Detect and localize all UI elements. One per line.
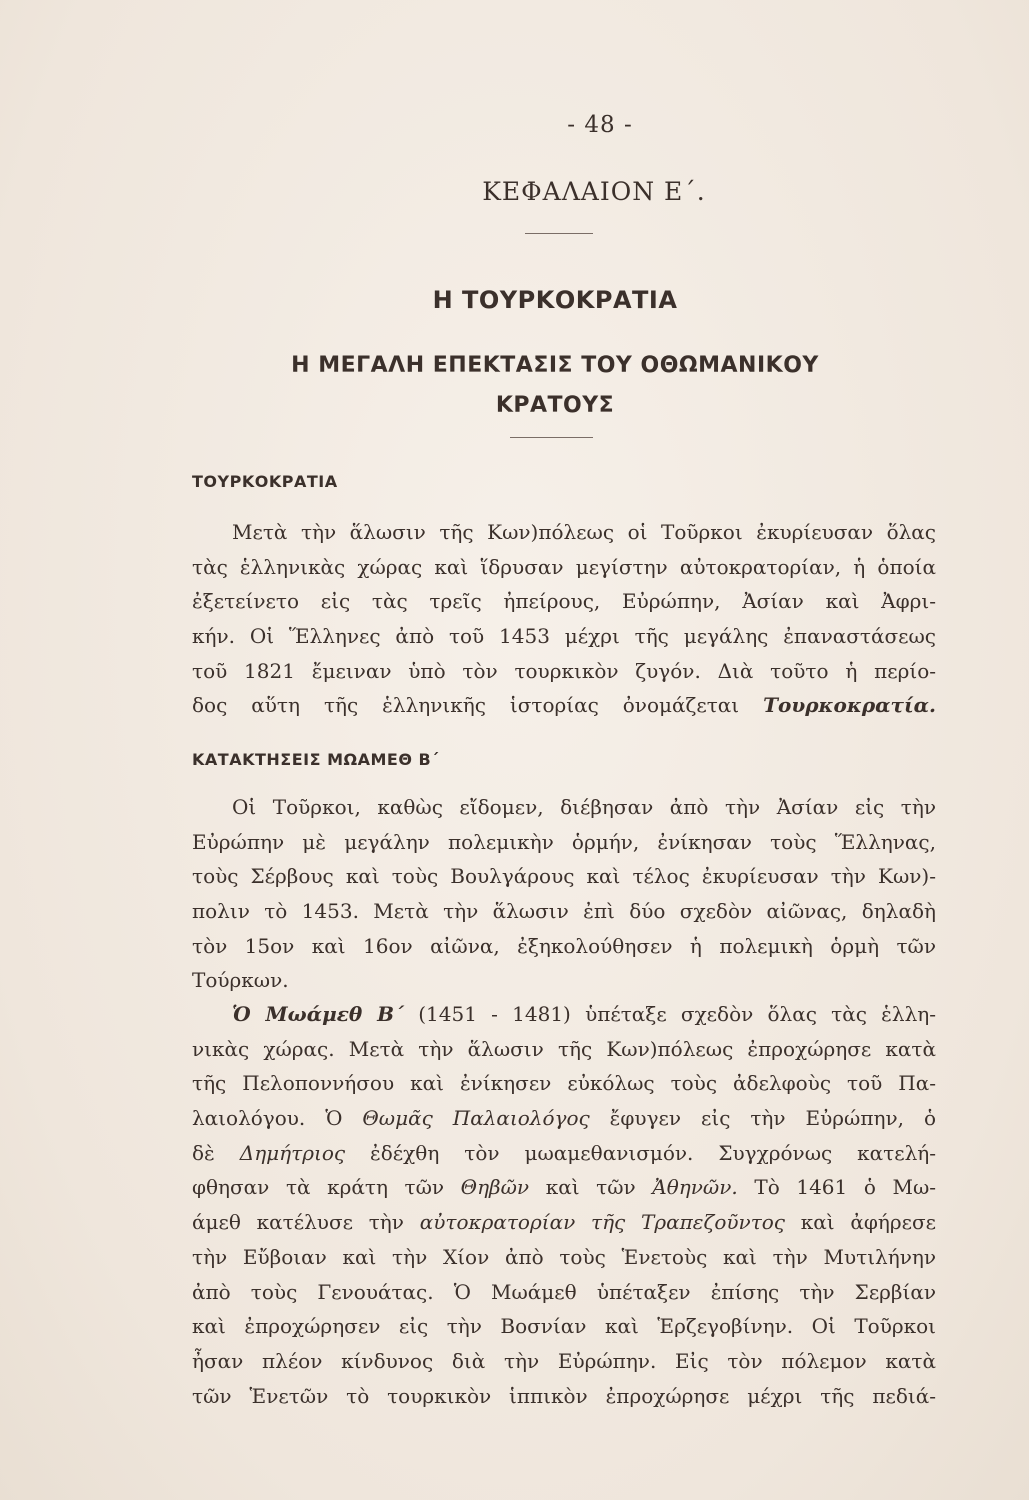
- emphasized-term: αὐτοκρατορίαν τῆς Τραπεζοῦντος: [419, 1210, 786, 1235]
- text-line: [192, 1136, 936, 1171]
- text-line: Τούρκων.: [192, 968, 289, 993]
- text-line: τὴν Εὔβοιαν καὶ τὴν Χίον ἀπὸ τοὺς Ἑνετοὺς καὶ τὴν Μυτιλήνην: [192, 1244, 936, 1269]
- text-line: [192, 1205, 936, 1240]
- line-text: (1451 - 1481) ὑπέταξε σχεδὸν ὅλας τὰς ἑλλη-: [418, 1002, 936, 1026]
- page-number: - 48 -: [567, 112, 633, 138]
- text-line: τὰς ἑλληνικὰς χώρας καὶ ἵδρυσαν μεγίστην αὐτοκρατορίαν, ἡ ὁποία: [192, 554, 936, 579]
- emphasized-term: Ἀθηνῶν.: [652, 1175, 738, 1200]
- text-line: [192, 997, 936, 1032]
- emphasized-term: Τουρκοκρατία.: [763, 693, 937, 718]
- subtitle-line: Η ΜΕΓΑΛΗ ΕΠΕΚΤΑΣΙΣ ΤΟΥ ΟΘΩΜΑΝΙΚΟΥ: [291, 353, 819, 378]
- line-text: Τὸ 1461 ὁ Μω-: [754, 1175, 937, 1200]
- divider: [510, 437, 593, 438]
- text-line: τὸν 15ον καὶ 16ον αἰῶνα, ἐξηκολούθησεν ἡ πολεμικὴ ὁρμὴ τῶν: [192, 933, 936, 958]
- text-line: [192, 1101, 936, 1136]
- text-line: νικὰς χώρας. Μετὰ τὴν ἅλωσιν τῆς Κων)πόλεως ἐπροχώρησε κατὰ: [192, 1036, 936, 1061]
- text-line: Μετὰ τὴν ἅλωσιν τῆς Κων)πόλεως οἱ Τοῦρκοι ἐκυρίευσαν ὅλας: [232, 520, 936, 544]
- text-line: τοῦ 1821 ἔμειναν ὑπὸ τὸν τουρκικὸν ζυγόν. Διὰ τοῦτο ἡ περίο-: [192, 658, 936, 683]
- text-line: Εὐρώπην μὲ μεγάλην πολεμικὴν ὁρμήν, ἐνίκησαν τοὺς Ἕλληνας,: [192, 829, 936, 854]
- emphasized-term: Θωμᾶς Παλαιολόγος: [362, 1106, 590, 1131]
- text-line: τῆς Πελοποννήσου καὶ ἐνίκησεν εὐκόλως τοὺς ἀδελφοὺς τοῦ Πα-: [192, 1071, 936, 1096]
- line-text: ἔφυγεν εἰς τὴν Εὐρώπην, ὁ: [609, 1106, 936, 1131]
- paragraph: [192, 515, 936, 723]
- line-text: καὶ ἀφήρεσε: [800, 1210, 937, 1235]
- paragraph: [192, 790, 936, 998]
- divider: [525, 233, 593, 234]
- paragraph: [192, 997, 936, 1413]
- text-line: τοὺς Σέρβους καὶ τοὺς Βουλγάρους καὶ τέλος ἐκυρίευσαν τὴν Κων)-: [192, 864, 936, 889]
- text-line: ἀπὸ τοὺς Γενουάτας. Ὁ Μωάμεθ ὑπέταξεν ἐπίσης τὴν Σερβίαν: [192, 1279, 936, 1304]
- emphasized-term: Ὁ Μωάμεθ Β΄: [232, 1002, 404, 1026]
- text-line: ἐξετείνετο εἰς τὰς τρεῖς ἠπείρους, Εὐρώπην, Ἀσίαν καὶ Ἀφρι-: [192, 589, 936, 614]
- line-text: ἐδέχθη τὸν μωαμεθανισμόν. Συγχρόνως κατελή-: [370, 1140, 937, 1165]
- text-line: πολιν τὸ 1453. Μετὰ τὴν ἅλωσιν ἐπὶ δύο σχεδὸν αἰῶνας, δηλαδὴ: [192, 899, 936, 924]
- line-text: καὶ τῶν: [545, 1175, 636, 1200]
- line-text: δὲ: [192, 1140, 215, 1165]
- text-line: [192, 1170, 936, 1205]
- text-line: τῶν Ἑνετῶν τὸ τουρκικὸν ἱππικὸν ἐπροχώρησε μέχρι τῆς πεδιά-: [192, 1383, 936, 1408]
- emphasized-term: Θηβῶν: [460, 1175, 530, 1200]
- text-line: ἦσαν πλέον κίνδυνος διὰ τὴν Εὐρώπην. Εἰς τὸν πόλεμον κατὰ: [192, 1348, 936, 1373]
- line-text: λαιολόγου. Ὁ: [192, 1106, 343, 1131]
- page-title: Η ΤΟΥΡΚΟΚΡΑΤΙΑ: [432, 286, 678, 314]
- line-text: άμεθ κατέλυσε τὴν: [192, 1210, 404, 1235]
- page-subtitle: [260, 346, 850, 426]
- text-line: Οἱ Τοῦρκοι, καθὼς εἴδομεν, διέβησαν ἀπὸ τὴν Ἀσίαν εἰς τὴν: [232, 795, 936, 819]
- line-text: φθησαν τὰ κράτη τῶν: [192, 1175, 445, 1200]
- emphasized-term: Δημήτριος: [239, 1140, 346, 1165]
- text-line: κήν. Οἱ Ἕλληνες ἀπὸ τοῦ 1453 μέχρι τῆς μεγάλης ἐπαναστάσεως: [192, 624, 936, 649]
- section-heading: ΤΟΥΡΚΟΚΡΑΤΙΑ: [192, 472, 338, 491]
- subtitle-line: ΚΡΑΤΟΥΣ: [495, 393, 615, 418]
- section-heading: ΚΑΤΑΚΤΗΣΕΙΣ ΜΩΑΜΕΘ Β΄: [192, 750, 439, 769]
- chapter-heading: ΚΕΦΑΛΑΙΟΝ Ε΄.: [482, 177, 706, 206]
- text-line: [192, 688, 936, 723]
- text-line: καὶ ἐπροχώρησεν εἰς τὴν Βοσνίαν καὶ Ἑρζεγοβίνην. Οἱ Τοῦρκοι: [192, 1314, 936, 1339]
- line-text: δος αὕτη τῆς ἑλληνικῆς ἱστορίας ὀνομάζεται: [192, 693, 740, 718]
